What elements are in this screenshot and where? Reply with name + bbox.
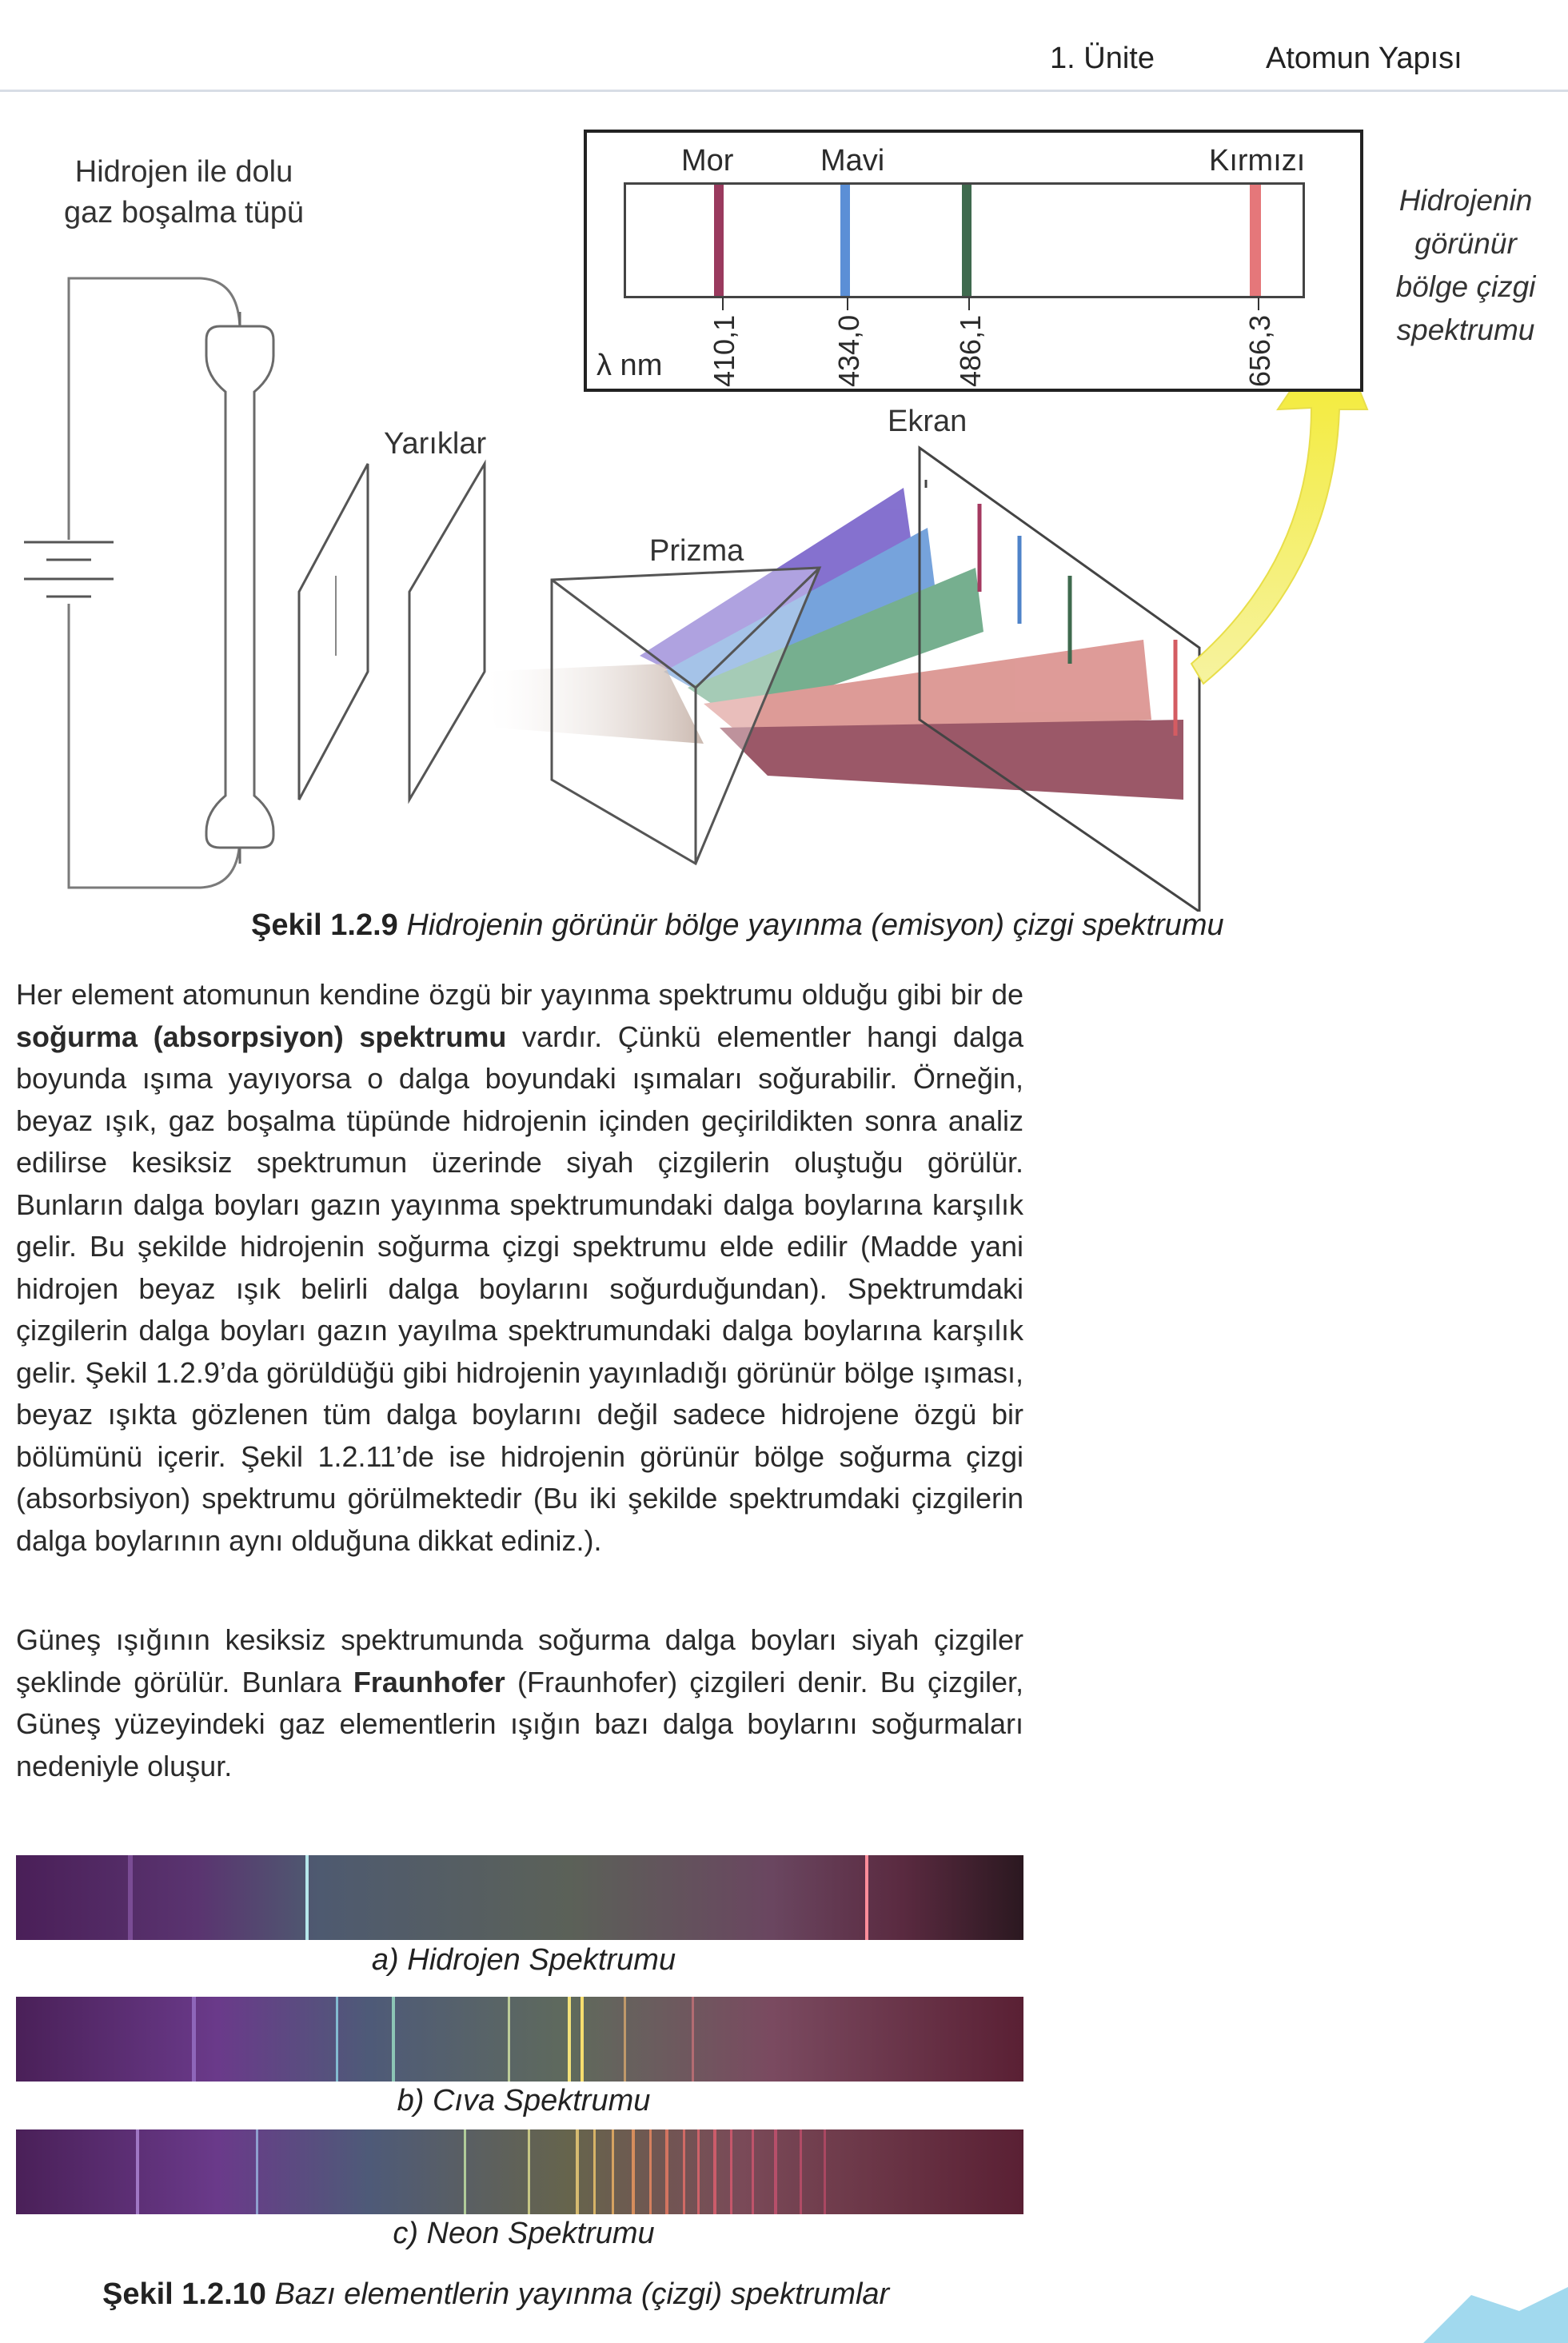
spectrum-strip bbox=[624, 182, 1305, 298]
side-label-line: Hidrojenin bbox=[1398, 184, 1533, 217]
spectrum-caption-neon: c) Neon Spektrumu bbox=[393, 2217, 655, 2250]
figure-1-caption-text: Hidrojenin görünür bölge yayınma (emisyon) çizgi spektrumu bbox=[406, 908, 1224, 942]
tube-label-line2: gaz boşalma tüpü bbox=[64, 196, 304, 230]
term-fraunhofer: Fraunhofer bbox=[353, 1665, 505, 1698]
header-unit: 1. Ünite bbox=[1050, 42, 1155, 75]
spectrum-side-label bbox=[1382, 179, 1550, 352]
battery-icon bbox=[24, 542, 114, 597]
color-label-blue: Mavi bbox=[820, 144, 885, 178]
figure-1-caption-number: Şekil 1.2.9 bbox=[251, 908, 398, 942]
figure-2-caption-text: Bazı elementlerin yayınma (çizgi) spektrumlar bbox=[274, 2277, 890, 2311]
tube-label bbox=[64, 152, 304, 234]
paragraph-2: Güneş ışığının kesiksiz spektrumunda soğurma dalga boyları siyah çizgiler şeklinde görülür. Bunlara Fraunhofer (Fraunhofer) çizgileri denir. Bu çizgiler, Güneş yüzeyindeki gaz elementlerin ışığın bazı dalga boylarını soğurmaları nedeniyle oluşur. bbox=[16, 1623, 1024, 1782]
mercury-spectrum-strip bbox=[16, 1997, 1023, 2082]
hydrogen-visible-spectrum-box bbox=[584, 130, 1363, 392]
corner-decoration bbox=[1407, 2287, 1568, 2343]
neon-spectrum-strip bbox=[16, 2129, 1023, 2214]
figure-2-caption bbox=[102, 2277, 889, 2312]
spectral-line-656 bbox=[1250, 185, 1261, 296]
screen-label: Ekran bbox=[888, 405, 968, 438]
wavelength-434: 434,0 bbox=[832, 314, 865, 387]
term-absorption-spectrum: soğurma (absorpsiyon) spektrumu bbox=[16, 1020, 507, 1053]
spectral-line-486 bbox=[962, 185, 972, 296]
figure-2-caption-number: Şekil 1.2.10 bbox=[102, 2277, 266, 2311]
wavelength-486: 486,1 bbox=[954, 314, 987, 387]
side-label-line: bölge çizgi bbox=[1395, 270, 1536, 303]
side-label-line: görünür bbox=[1414, 227, 1517, 260]
spectrum-caption-mercury: b) Cıva Spektrumu bbox=[397, 2084, 651, 2117]
wavelength-656: 656,3 bbox=[1243, 314, 1276, 387]
figure-1-caption bbox=[251, 908, 1224, 943]
slits-label: Yarıklar bbox=[384, 427, 487, 461]
slit-plates bbox=[299, 464, 485, 800]
tube-label-line1: Hidrojen ile dolu bbox=[74, 155, 293, 189]
prism-label: Prizma bbox=[649, 534, 744, 568]
spectral-line-434 bbox=[840, 185, 850, 296]
color-label-violet: Mor bbox=[681, 144, 734, 178]
hydrogen-spectrum-strip bbox=[16, 1855, 1023, 1940]
header-divider bbox=[0, 90, 1568, 92]
spectral-line-410 bbox=[714, 185, 724, 296]
header-topic: Atomun Yapısı bbox=[1266, 42, 1462, 75]
wavelength-unit-label: λ nm bbox=[596, 349, 663, 382]
color-label-red: Kırmızı bbox=[1209, 144, 1306, 178]
side-label-line: spektrumu bbox=[1396, 313, 1535, 346]
wavelength-tick-labels bbox=[587, 293, 1367, 392]
paragraph-1: Her element atomunun kendine özgü bir yayınma spektrumu olduğu gibi bir de soğurma (absorpsiyon) spektrumu vardır. Çünkü elementler hangi dalga boyunda ışıma yayıyorsa o dalga boyundaki ışımaları soğurabilir. Örneğin, beyaz ışık, gaz boşalma tüpünde hidrojenin içinden geçirildikten sonra analiz edilirse kesiksiz spektrumun üzerinde siyah çizgilerin oluştuğu görülür. Bunların dalga boyları gazın yayınma spektrumundaki dalga boylarına karşılık gelir. Bu şekilde hidrojenin soğurma çizgi spektrumu elde edilir (Madde yani hidrojen beyaz ışık belirli dalga boylarını soğurduğundan). Spektrumdaki çizgilerin dalga boyları gazın yayılma spektrumundaki dalga boylarına karşılık gelir. Şekil 1.2.9’da görüldüğü gibi hidrojenin yayınladığı görünür bölge ışıması, beyaz ışıkta gözlenen tüm dalga boylarını değil sadece hidrojene özgü bir bölümünü içerir. Şekil 1.2.11’de ise hidrojenin görünür bölge soğurma çizgi (absorbsiyon) spektrumu görülmektedir (Bu iki şekilde spektrumdaki çizgilerin dalga boylarının aynı olduğuna dikkat ediniz.). bbox=[16, 978, 1024, 1557]
spectrum-caption-hydrogen: a) Hidrojen Spektrumu bbox=[371, 1943, 676, 1977]
wavelength-410: 410,1 bbox=[708, 314, 740, 387]
discharge-tube bbox=[206, 312, 273, 864]
